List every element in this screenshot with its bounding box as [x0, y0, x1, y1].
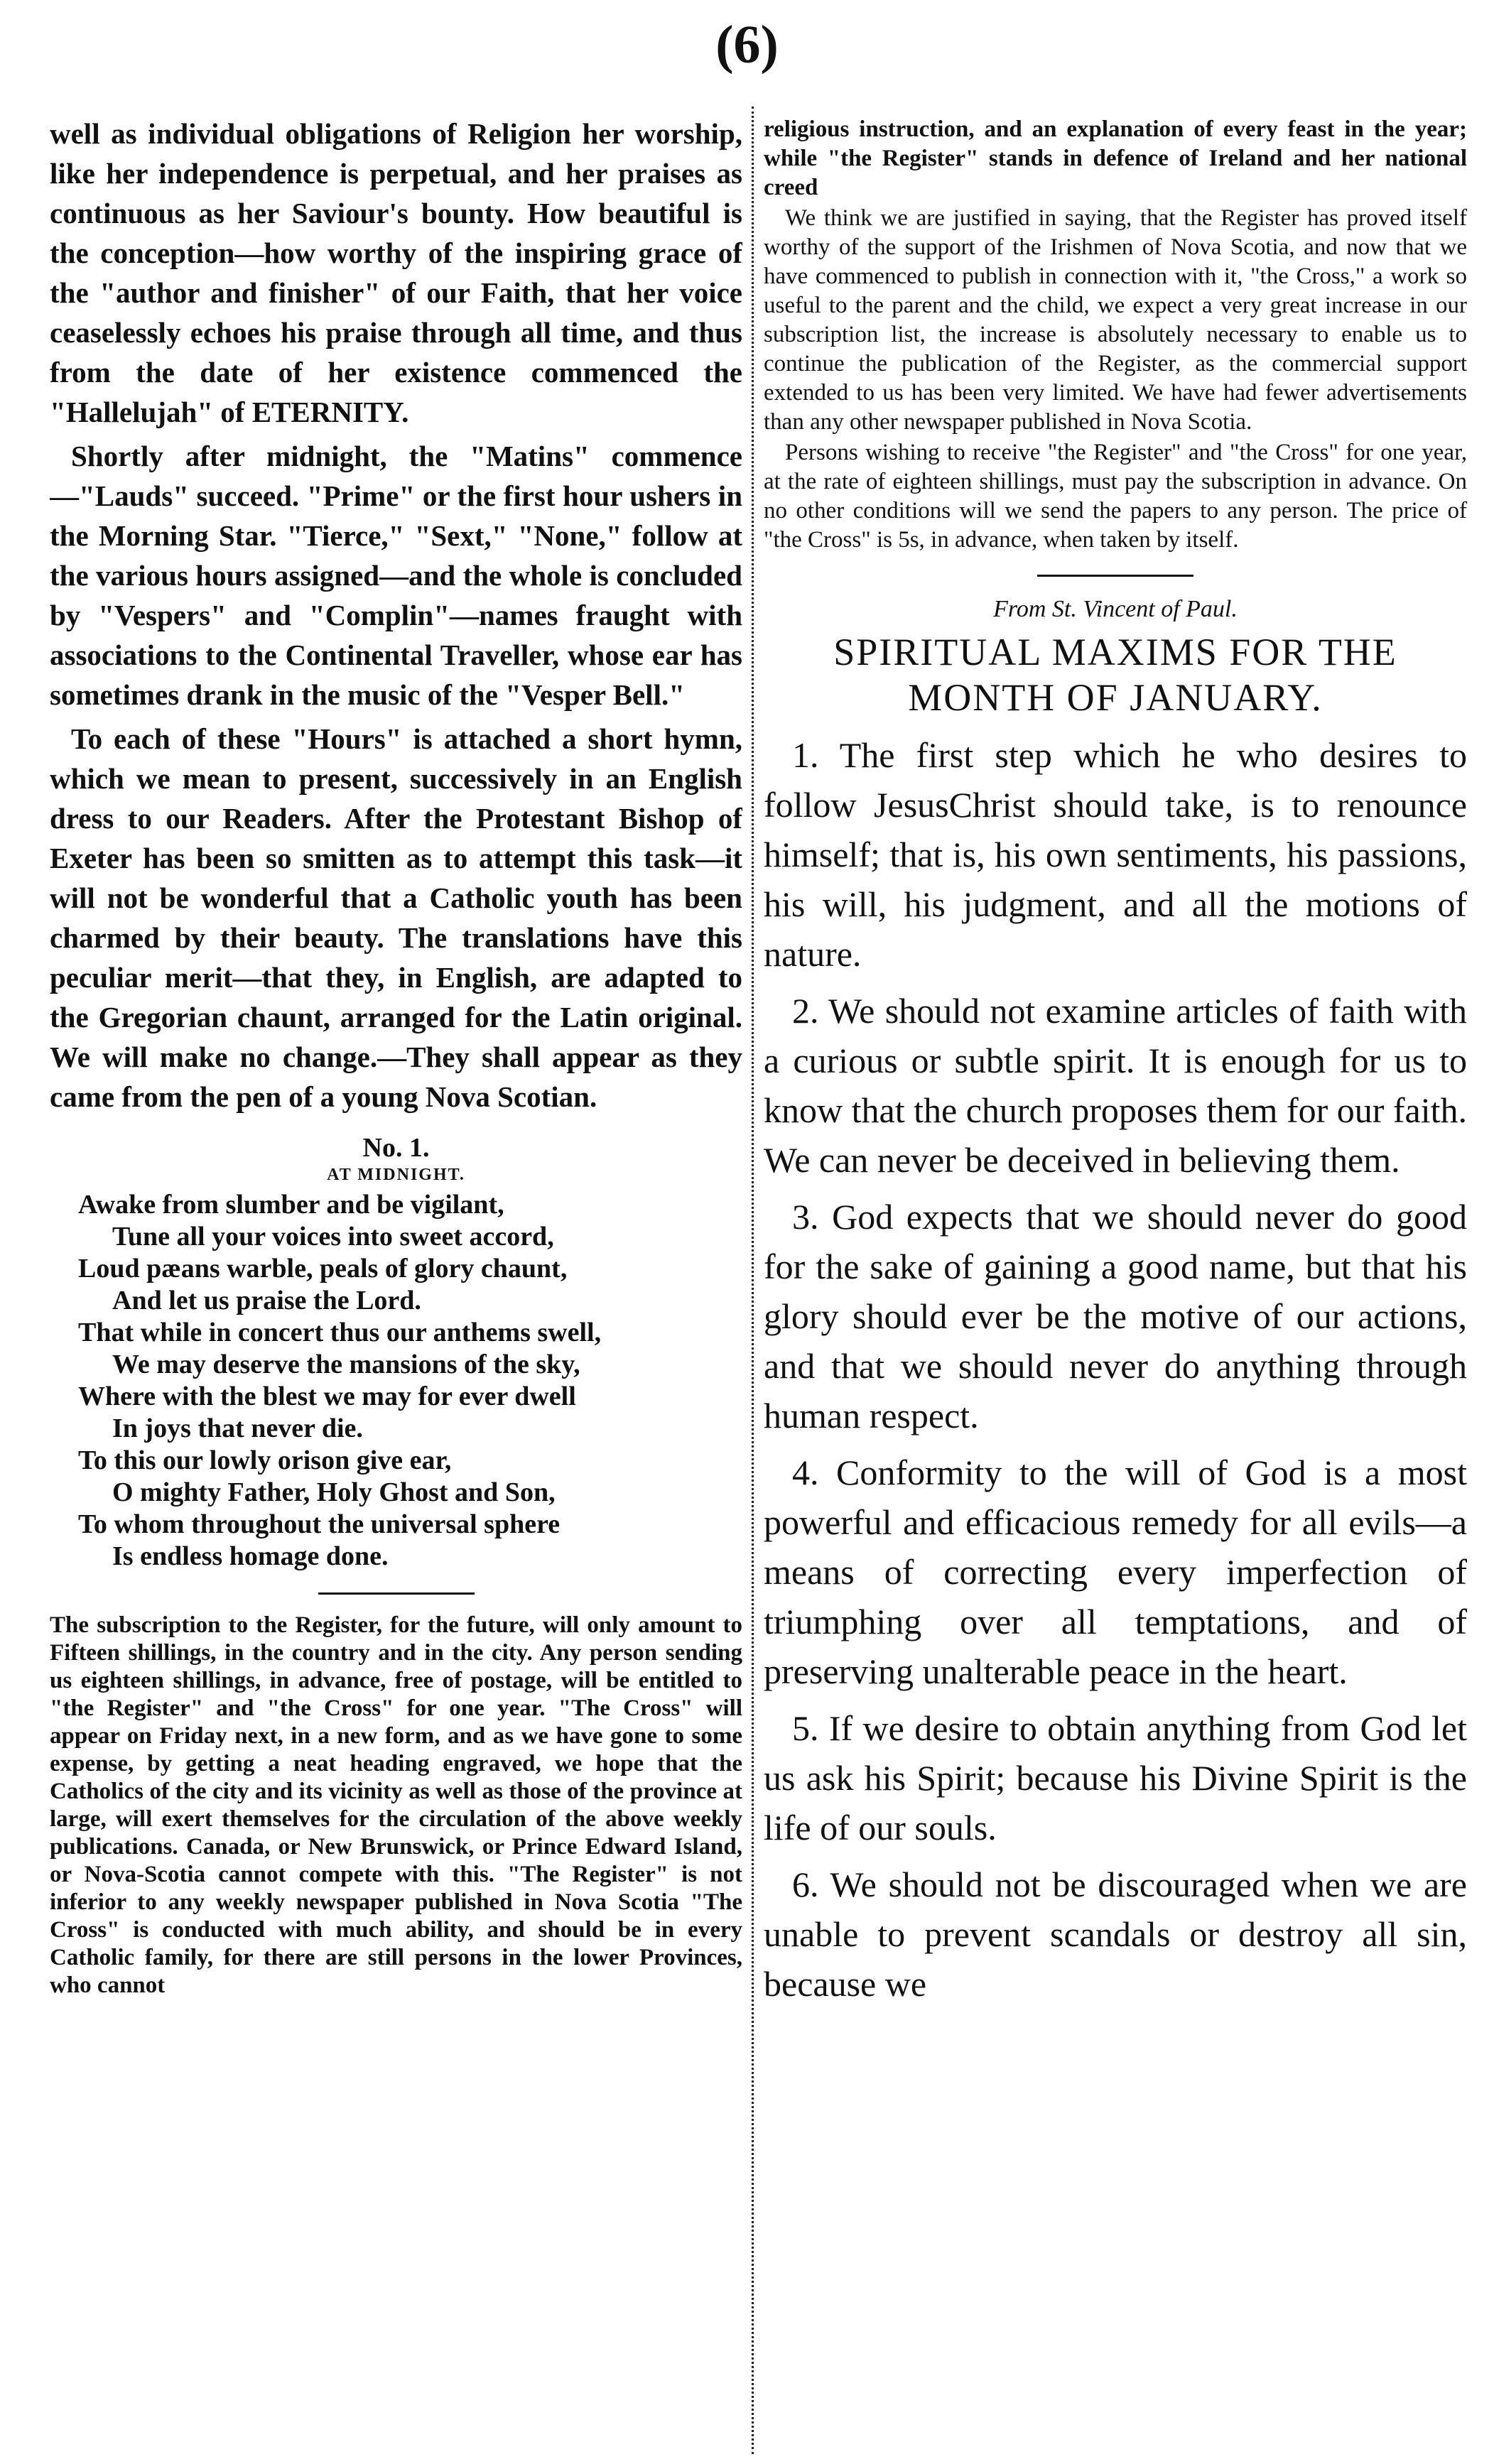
paragraph: To each of these "Hours" is attached a short hymn, which we mean to present, successively in an English dress to our Readers. After the Protestant Bishop of Exeter has been so smitten as to attempt this task—it will not be wonderful that a Catholic youth has been charmed by their beauty. The translations have this peculiar merit—that they, in English, are adapted to the Gregorian chaunt, arranged for the Latin original. We will make no change.—They shall appear as they came from the pen of a young Nova Scotian. — [50, 722, 742, 1113]
maxim-item: 6. We should not be discouraged when we are unable to prevent scandals or destroy all sin, because we — [764, 1865, 1467, 2004]
column-divider — [752, 107, 754, 2454]
maxims-list — [764, 730, 1467, 2009]
hymn-line: In joys that never die. — [112, 1413, 363, 1443]
paragraph: We think we are justified in saying, that the Register has proved itself worthy of the support of the Irishmen of Nova Scotia, and now that we have commenced to publish in connection with it, "the Cross," a work so useful to the parent and the child, we expect a very great increase in our subscription list, the increase is absolutely necessary to enable us to continue the publication of the Register, as the commercial support extended to us has been very limited. We have had fewer advertisements than any other newspaper published in Nova Scotia. — [764, 205, 1467, 435]
maxim-item: 5. If we desire to obtain anything from God let us ask his Spirit; because his Divine Spirit is the life of our souls. — [764, 1708, 1467, 1847]
hymn-subtitle: AT MIDNIGHT. — [327, 1166, 465, 1184]
hymn-line: We may deserve the mansions of the sky, — [112, 1350, 580, 1379]
register-notice — [764, 115, 1467, 555]
article-title: SPIRITUAL MAXIMS FOR THE MONTH OF JANUARY. — [833, 631, 1397, 719]
paragraph: Persons wishing to receive "the Register" and "the Cross" for one year, at the rate of eighteen shillings, must pay the subscription in advance. On no other conditions will we send the papers to any person. The price of "the Cross" is 5s, in advance, when taken by itself. — [764, 440, 1467, 553]
hymn-line: To this our lowly orison give ear, — [78, 1445, 452, 1475]
maxim-item: 3. God expects that we should never do good for the sake of gaining a good name, but that his glory should ever be the motive of our actions, and that we should never do anything through human respect. — [764, 1197, 1467, 1435]
hymn-line: And let us praise the Lord. — [112, 1286, 421, 1315]
hymn-line: To whom throughout the universal sphere — [78, 1509, 561, 1539]
article-continuation — [50, 114, 742, 1117]
subscription-notice: The subscription to the Register, for the future, will only amount to Fifteen shillings, in the country and in the city. Any person sending us eighteen shillings, in advance, free of postage, will be entitled to "the Register" and "the Cross" for one year. "The Cross" will appear on Friday next, in a new form, and as we have gone to some expense, by getting a neat heading engraved, we hope that the Catholics of the city and its vicinity as well as those of the province at large, will exert themselves for the circulation of the above weekly publications. Canada, or New Brunswick, or Prince Edward Island, or Nova-Scotia cannot compete with this. "The Register" is not inferior to any weekly newspaper published in Nova Scotia "The Cross" is conducted with much ability, and should be in every Catholic family, for there are still persons in the lower Provinces, who cannot — [50, 1612, 742, 1998]
page-number: (6) — [715, 15, 779, 75]
maxim-item: 4. Conformity to the will of God is a most powerful and efficacious remedy for all evils—a means of correcting every imperfection of triumphing over all temptations, and of preserving unalterable peace in the heart. — [764, 1453, 1467, 1691]
hymn-line: Awake from slumber and be vigilant, — [78, 1190, 504, 1220]
hymn-line: Loud pæans warble, peals of glory chaunt, — [78, 1254, 568, 1283]
section-rule — [318, 1592, 475, 1595]
paragraph: Shortly after midnight, the "Matins" commence—"Lauds" succeed. "Prime" or the first hour ushers in the Morning Star. "Tierce," "Sext," "None," follow at the various hours assigned—and the whole is concluded by "Vespers" and "Complin"—names fraught with associations to the Continental Traveller, whose ear has sometimes drank in the music of the "Vesper Bell." — [50, 440, 742, 711]
hymn-line: Is endless homage done. — [112, 1541, 389, 1571]
maxim-item: 2. We should not examine articles of faith with a curious or subtle spirit. It is enough for us to know that the church proposes them for our faith. We can never be deceived in believing them. — [764, 991, 1467, 1180]
hymn-line: That while in concert thus our anthems swell, — [78, 1318, 602, 1347]
article-source: From St. Vincent of Paul. — [993, 596, 1238, 622]
hymn-number: No. 1. — [362, 1133, 430, 1163]
paragraph: religious instruction, and an explanation of every feast in the year; while "the Register" stands in defence of Ireland and her national creed — [764, 116, 1467, 200]
hymn-line: Where with the blest we may for ever dwell — [78, 1382, 576, 1411]
hymn-line: O mighty Father, Holy Ghost and Son, — [112, 1477, 556, 1507]
maxim-item: 1. The first step which he who desires to follow JesusChrist should take, is to renounce himself; that is, his own sentiments, his passions, his will, his judgment, and all the motions of nature. — [764, 735, 1467, 974]
hymn-line: Tune all your voices into sweet accord, — [112, 1222, 554, 1252]
paragraph: well as individual obligations of Religion her worship, like her independence is perpetual, and her praises as continuous as her Saviour's bounty. How beautiful is the conception—how worthy of the inspiring grace of the "author and finisher" of our Faith, that her voice ceaselessly echoes his praise through all time, and thus from the date of her existence commenced the "Hallelujah" of ETERNITY. — [50, 117, 742, 428]
right-column — [764, 114, 1467, 2458]
hymn-verses — [78, 1189, 742, 1573]
section-rule — [1037, 575, 1193, 577]
left-column — [50, 114, 742, 2458]
